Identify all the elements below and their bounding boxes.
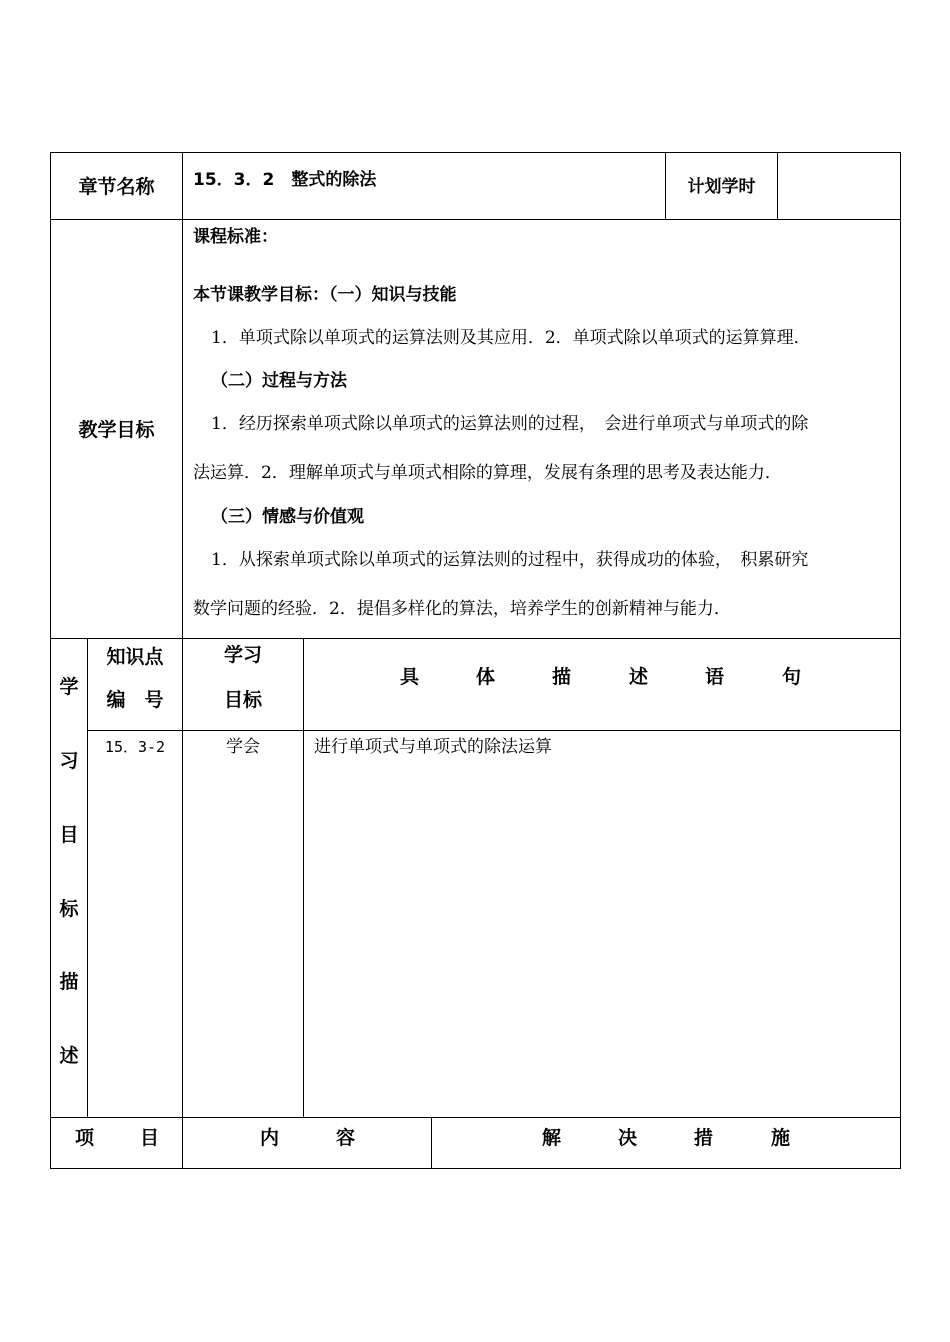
footer-measure-char: 决 (618, 1127, 638, 1149)
col-desc-char: 句 (782, 666, 802, 688)
col-goal-line2: 目标 (223, 689, 262, 711)
objectives-label: 教学目标 (78, 419, 155, 441)
rule-after-learning-header (87, 730, 901, 731)
table-border-bottom (50, 1168, 901, 1169)
col-desc-char: 具 (400, 666, 420, 688)
rule-before-footer (50, 1117, 901, 1118)
col-desc-char: 描 (552, 666, 572, 688)
footer-content-char: 内 (260, 1127, 280, 1149)
knowledge-text: 1．单项式除以单项式的运算法则及其应用．2．单项式除以单项式的运算算理． (211, 328, 811, 348)
side-char: 目 (59, 824, 79, 846)
side-char: 述 (59, 1045, 79, 1067)
rule-label-column (182, 152, 183, 639)
chapter-label: 章节名称 (78, 176, 155, 198)
col-desc-char: 语 (705, 666, 725, 688)
rule-goal-col (303, 638, 304, 1118)
row-description: 进行单项式与单项式的除法运算 (314, 737, 552, 757)
lesson-goal-heading: 本节课教学目标：（一）知识与技能 (193, 285, 457, 305)
col-desc-char: 述 (629, 666, 649, 688)
col-knowledge-line1: 知识点 (106, 646, 164, 668)
side-char: 标 (59, 898, 79, 920)
rule-after-header (50, 219, 901, 220)
hours-label: 计划学时 (687, 177, 756, 197)
side-char: 习 (59, 750, 79, 772)
side-char: 学 (59, 676, 79, 698)
emotion-text-line2: 数学问题的经验．2．提倡多样化的算法，培养学生的创新精神与能力． (193, 599, 731, 619)
curriculum-standard: 课程标准： (193, 227, 278, 247)
learning-side-label (51, 639, 87, 1117)
footer-measure-char: 解 (542, 1127, 562, 1149)
side-char: 描 (59, 971, 79, 993)
process-text-line2: 法运算．2．理解单项式与单项式相除的算理，发展有条理的思考及表达能力． (193, 463, 782, 483)
process-text-line1: 1．经历探索单项式除以单项式的运算法则的过程， 会进行单项式与单项式的除 (211, 414, 809, 434)
table-border-top (50, 152, 901, 153)
footer-measure-char: 措 (694, 1127, 714, 1149)
process-heading: （二）过程与方法 (211, 371, 347, 391)
col-knowledge-line2: 编 号 (106, 689, 164, 711)
footer-content-char: 容 (336, 1127, 356, 1149)
col-goal-line1: 学习 (223, 644, 262, 666)
footer-item-char: 项 (75, 1127, 95, 1149)
emotion-text-line1: 1．从探索单项式除以单项式的运算法则的过程中，获得成功的体验， 积累研究 (211, 550, 809, 570)
col-desc-char: 体 (476, 666, 496, 688)
chapter-value: 15．3．2 整式的除法 (193, 170, 377, 190)
row-knowledge-code: 15．3-2 (104, 738, 166, 756)
footer-measure-char: 施 (771, 1127, 791, 1149)
row-goal: 学会 (226, 737, 260, 757)
rule-hours-label-right (777, 152, 778, 220)
rule-footer-content (431, 1117, 432, 1169)
rule-footer-item (182, 1117, 183, 1169)
rule-after-objectives (50, 638, 901, 639)
footer-item-char: 目 (140, 1127, 160, 1149)
emotion-heading: （三）情感与价值观 (211, 507, 364, 527)
table-border-right (900, 152, 901, 1169)
